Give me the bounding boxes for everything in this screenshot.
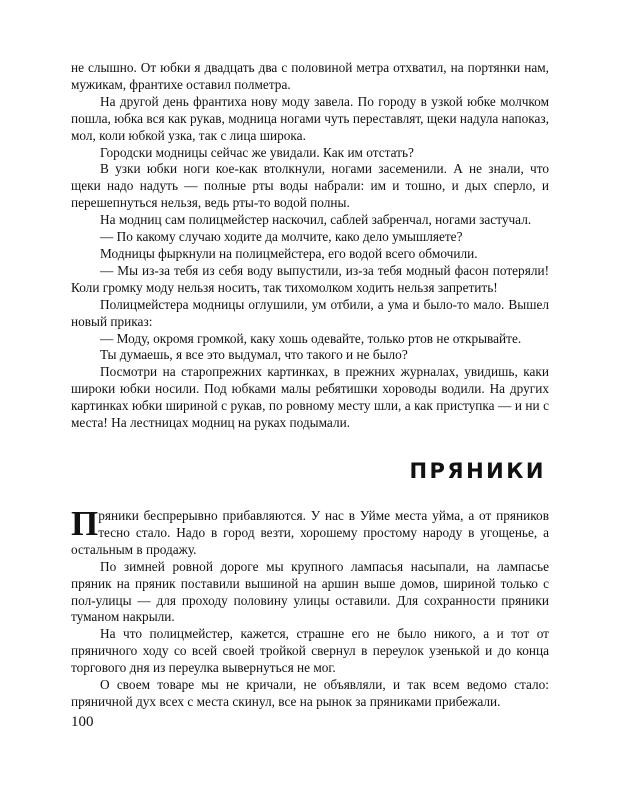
paragraph: — Мы из-за тебя из себя воду выпустили, из-за тебя модный фасон потеряли! Коли громку моду нельзя носить, так тихомолком ходить нельзя запретить!	[71, 262, 549, 295]
paragraph: На другой день франтиха нову моду завела. По городу в узкой юбке молчком пошла, юбка вся как рукав, модница ногами чуть переставлят, щеки надула напоказ, мол, коли юбкой узка, так с лица широка.	[71, 93, 549, 143]
paragraph: Полицмейстера модницы оглушили, ум отбили, а ума и было-то мало. Вышел новый приказ:	[71, 296, 549, 329]
drop-cap: П	[71, 504, 99, 543]
paragraph: — По какому случаю ходите да молчите, како дело умышляете?	[100, 229, 463, 245]
paragraph: На модниц сам полицмейстер наскочил, саблей забренчал, ногами застучал.	[100, 212, 532, 228]
paragraph: не слышно. От юбки я двадцать два с половиной метра отхватил, на портянки нам, мужикам, франтихе оставил полметра.	[71, 60, 549, 92]
paragraph: Городски модницы сейчас же увидали. Как им отстать?	[100, 144, 414, 160]
paragraph: По зимней ровной дороге мы крупного лампасья насыпали, на лампасье пряник на пряник поставили вышиной на аршин выше домов, шириной только с пол-улицы — для проходу половину улицы оставили. Для сохранности пряники туманом накрыли.	[71, 558, 549, 625]
paragraph: Посмотри на старопрежних картинках, в прежних журналах, увидишь, каки широки юбки носили. Под юбками малы ребятишки хороводы водили. На других картинках юбки шириной с рукав, по ровному месту шли, а как приступка — и ни с места! На лестницах модниц на руках подымали.	[71, 364, 549, 431]
first-section-text	[71, 60, 549, 432]
paragraph: Модницы фыркнули на полицмейстера, его водой всего обмочили.	[100, 245, 478, 261]
paragraph: — Моду, окромя громкой, каку хошь одевайте, только ртов не открывайте.	[100, 330, 522, 346]
lead-paragraph	[71, 504, 549, 559]
paragraph: О своем товаре мы не кричали, не объявляли, и так всем ведомо стало: пряничной дух всех с места скинул, все на рынок за пряниками прибежали.	[71, 677, 549, 709]
lead-text: ряники беспрерывно прибавляются. У нас в Уйме места уйма, а от пряников тесно стало. Надо в город везти, хорошему простому народу в угощенье, а остальным в продажу.	[71, 508, 549, 557]
second-section-text	[71, 504, 549, 711]
page-number: 100	[71, 714, 94, 730]
paragraph: На что полицмейстер, кажется, страшне его не было никого, а и тот от пряничного ходу со всей своей тройкой свернул в переулок узенькой и до конца торгового дня из переулка вывернуться не мог.	[71, 626, 549, 676]
paragraph: В узки юбки ноги кое-как втолкнули, ногами засеменили. А не знали, что щеки надо надуть — полные рты воды набрали: им и тошно, и дых сперло, и перешепнуться нельзя, ведь рты-то водой полны.	[71, 161, 549, 211]
paragraph: Ты думаешь, я все это выдумал, что такого и не было?	[100, 347, 408, 363]
section-title: ПРЯНИКИ	[409, 459, 546, 483]
